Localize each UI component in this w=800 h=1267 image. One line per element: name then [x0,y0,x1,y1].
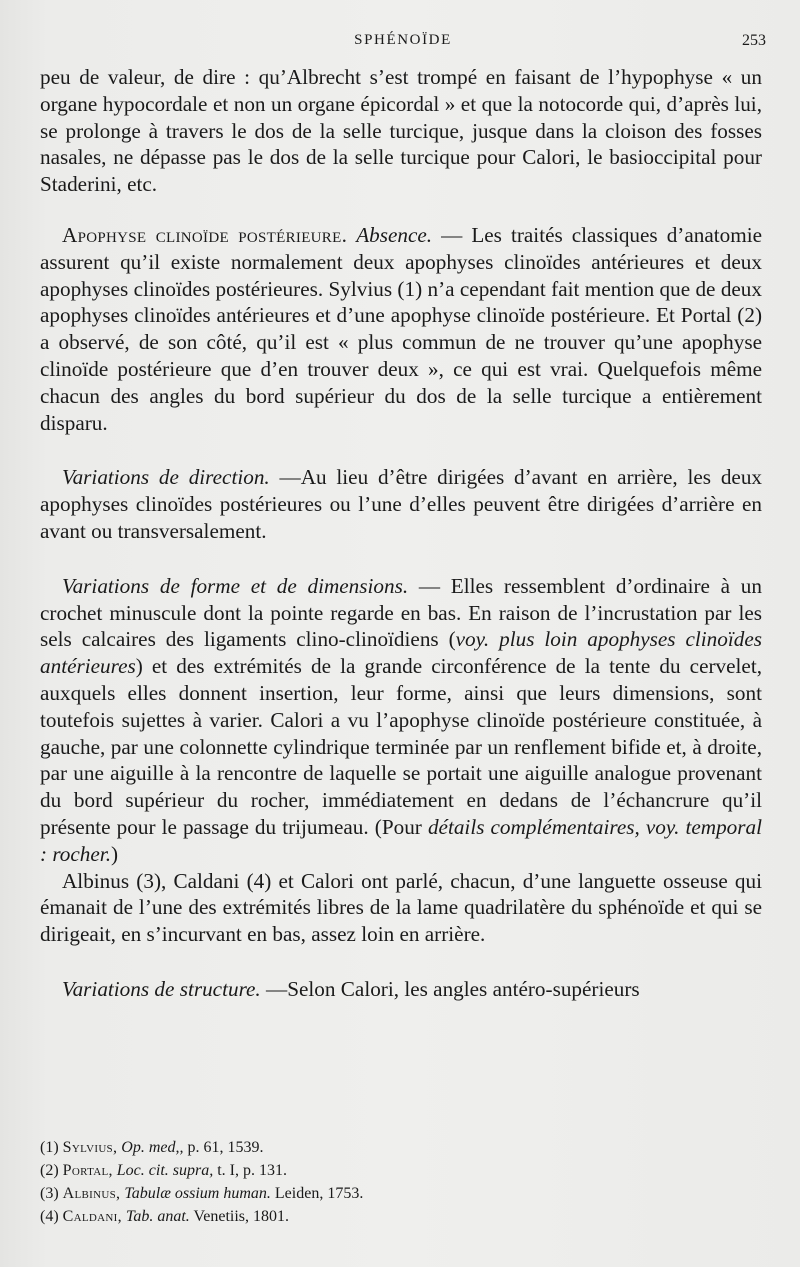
paragraph-text: —Au lieu d’être dirigées d’avant en arrière, les deux apophyses clinoïdes postérieures ou l’une d’elles peuvent être dirigées d’arrière en avant ou transversalement. [40,465,763,543]
paragraph-text: —Selon Calori, les angles antéro-supérieurs [260,976,640,1001]
footnote-work: Loc. cit. supra, [116,1162,214,1179]
footnote-author: Portal, [62,1162,113,1179]
running-title: SPHÉNOÏDE [354,32,452,48]
subsection-heading: Variations de forme et de dimensions. [62,573,409,598]
paragraph-structure [40,976,762,1003]
cross-reference: détails complémentaires, voy. temporal : rocher. [40,814,762,866]
paragraph-text: ) et des extrémités de la grande circonférence de la tente du cervelet, auxquels elles donnent insertion, leur forme, ainsi que leurs dimensions, sont toutefois sujettes à varier. Calori a vu l’apophyse clinoïde postérieure constituée, à gauche, par une colonnette cylindrique terminée par un renflement bifide et, à droite, par une aiguille à la rencontre de laquelle se portait une aiguille analogue provenant du bord supérieur du rocher, immédiatement en dedans de l’échancrure qu’il présente pour le passage du trijumeau. (Pour [40,654,762,839]
paragraph-text: Albinus (3), Caldani (4) et Calori ont parlé, chacun, d’une languette osseuse qui émanait de l’une des extrémités libres de la lame quadrilatère du sphénoïde et qui se dirigeait, en s’incurvant en bas, assez loin en arrière. [40,868,762,947]
paragraph-form [40,573,762,868]
footnote-mark: (3) [40,1185,59,1202]
subsection-heading: Variations de structure. [62,976,261,1001]
footnote-details: Venetiis, 1801. [189,1208,290,1225]
footnote-mark: (2) [40,1162,59,1179]
paragraph-albinus [40,868,762,948]
page-number: 253 [742,32,766,49]
paragraph-direction [40,464,762,544]
body-text [40,64,762,1003]
footnote-work: Tab. anat. [125,1208,190,1225]
footnote [40,1205,762,1228]
footnote-author: Albinus, [62,1185,121,1202]
footnote-author: Sylvius, [62,1139,118,1156]
footnote [40,1182,762,1205]
paragraph-continuation [40,64,762,198]
paragraph-text: peu de valeur, de dire : qu’Albrecht s’est trompé en faisant de l’hypophyse « un organe hypocordale et non un organe épicordal » et que la notocorde qui, d’après lui, se prolonge à travers le dos de la selle turcique, jusque dans la cloison des fosses nasales, ne dépasse pas le dos de la selle turcique pour Calori, le basioccipital pour Staderini, etc. [40,65,762,197]
page-header [40,32,766,56]
paragraph-text: — Les traités classiques d’anatomie assurent qu’il existe normalement deux apophyses clinoïdes antérieures et deux apophyses clinoïdes postérieures. Sylvius (1) n’a cependant fait mention que de deux apophyses clinoïdes antérieures et d’une apophyse clinoïde postérieure. Et Portal (2) a observé, de son côté, qu’il est « plus commun de ne trouver qu’une apophyse clinoïde postérieure que d’en trouver deux », ce qui est vrai. Quelquefois même chacun des angles du bord supérieur du dos de la selle turcique a entièrement disparu. [40,222,762,435]
footnote [40,1159,762,1182]
footnote-details: Leiden, 1753. [270,1185,364,1202]
subsection-heading: Absence. [356,222,433,247]
paragraph-text: ) [111,841,119,866]
footnote-mark: (4) [40,1208,59,1225]
section-heading: Apophyse clinoïde postérieure. [62,222,348,247]
footnote-details: t. I, p. 131. [213,1162,288,1179]
footnote-mark: (1) [40,1139,59,1156]
footnotes [40,1136,762,1228]
footnote [40,1136,762,1159]
footnote-work: Tabulæ ossium human. [124,1185,271,1202]
subsection-heading: Variations de direction. [62,465,270,490]
paragraph-text: — Elles ressemblent d’ordinaire à un crochet minuscule dont la pointe regarde en bas. En raison de l’incrustation par les sels calcaires des ligaments clino-clinoïdiens ( [40,573,762,652]
cross-reference: voy. plus loin apophyses clinoïdes antérieures [40,627,762,679]
footnote-author: Caldani, [62,1208,122,1225]
paragraph-absence [40,222,762,436]
footnote-details: p. 61, 1539. [183,1139,264,1156]
footnote-work: Op. med,, [121,1139,184,1156]
